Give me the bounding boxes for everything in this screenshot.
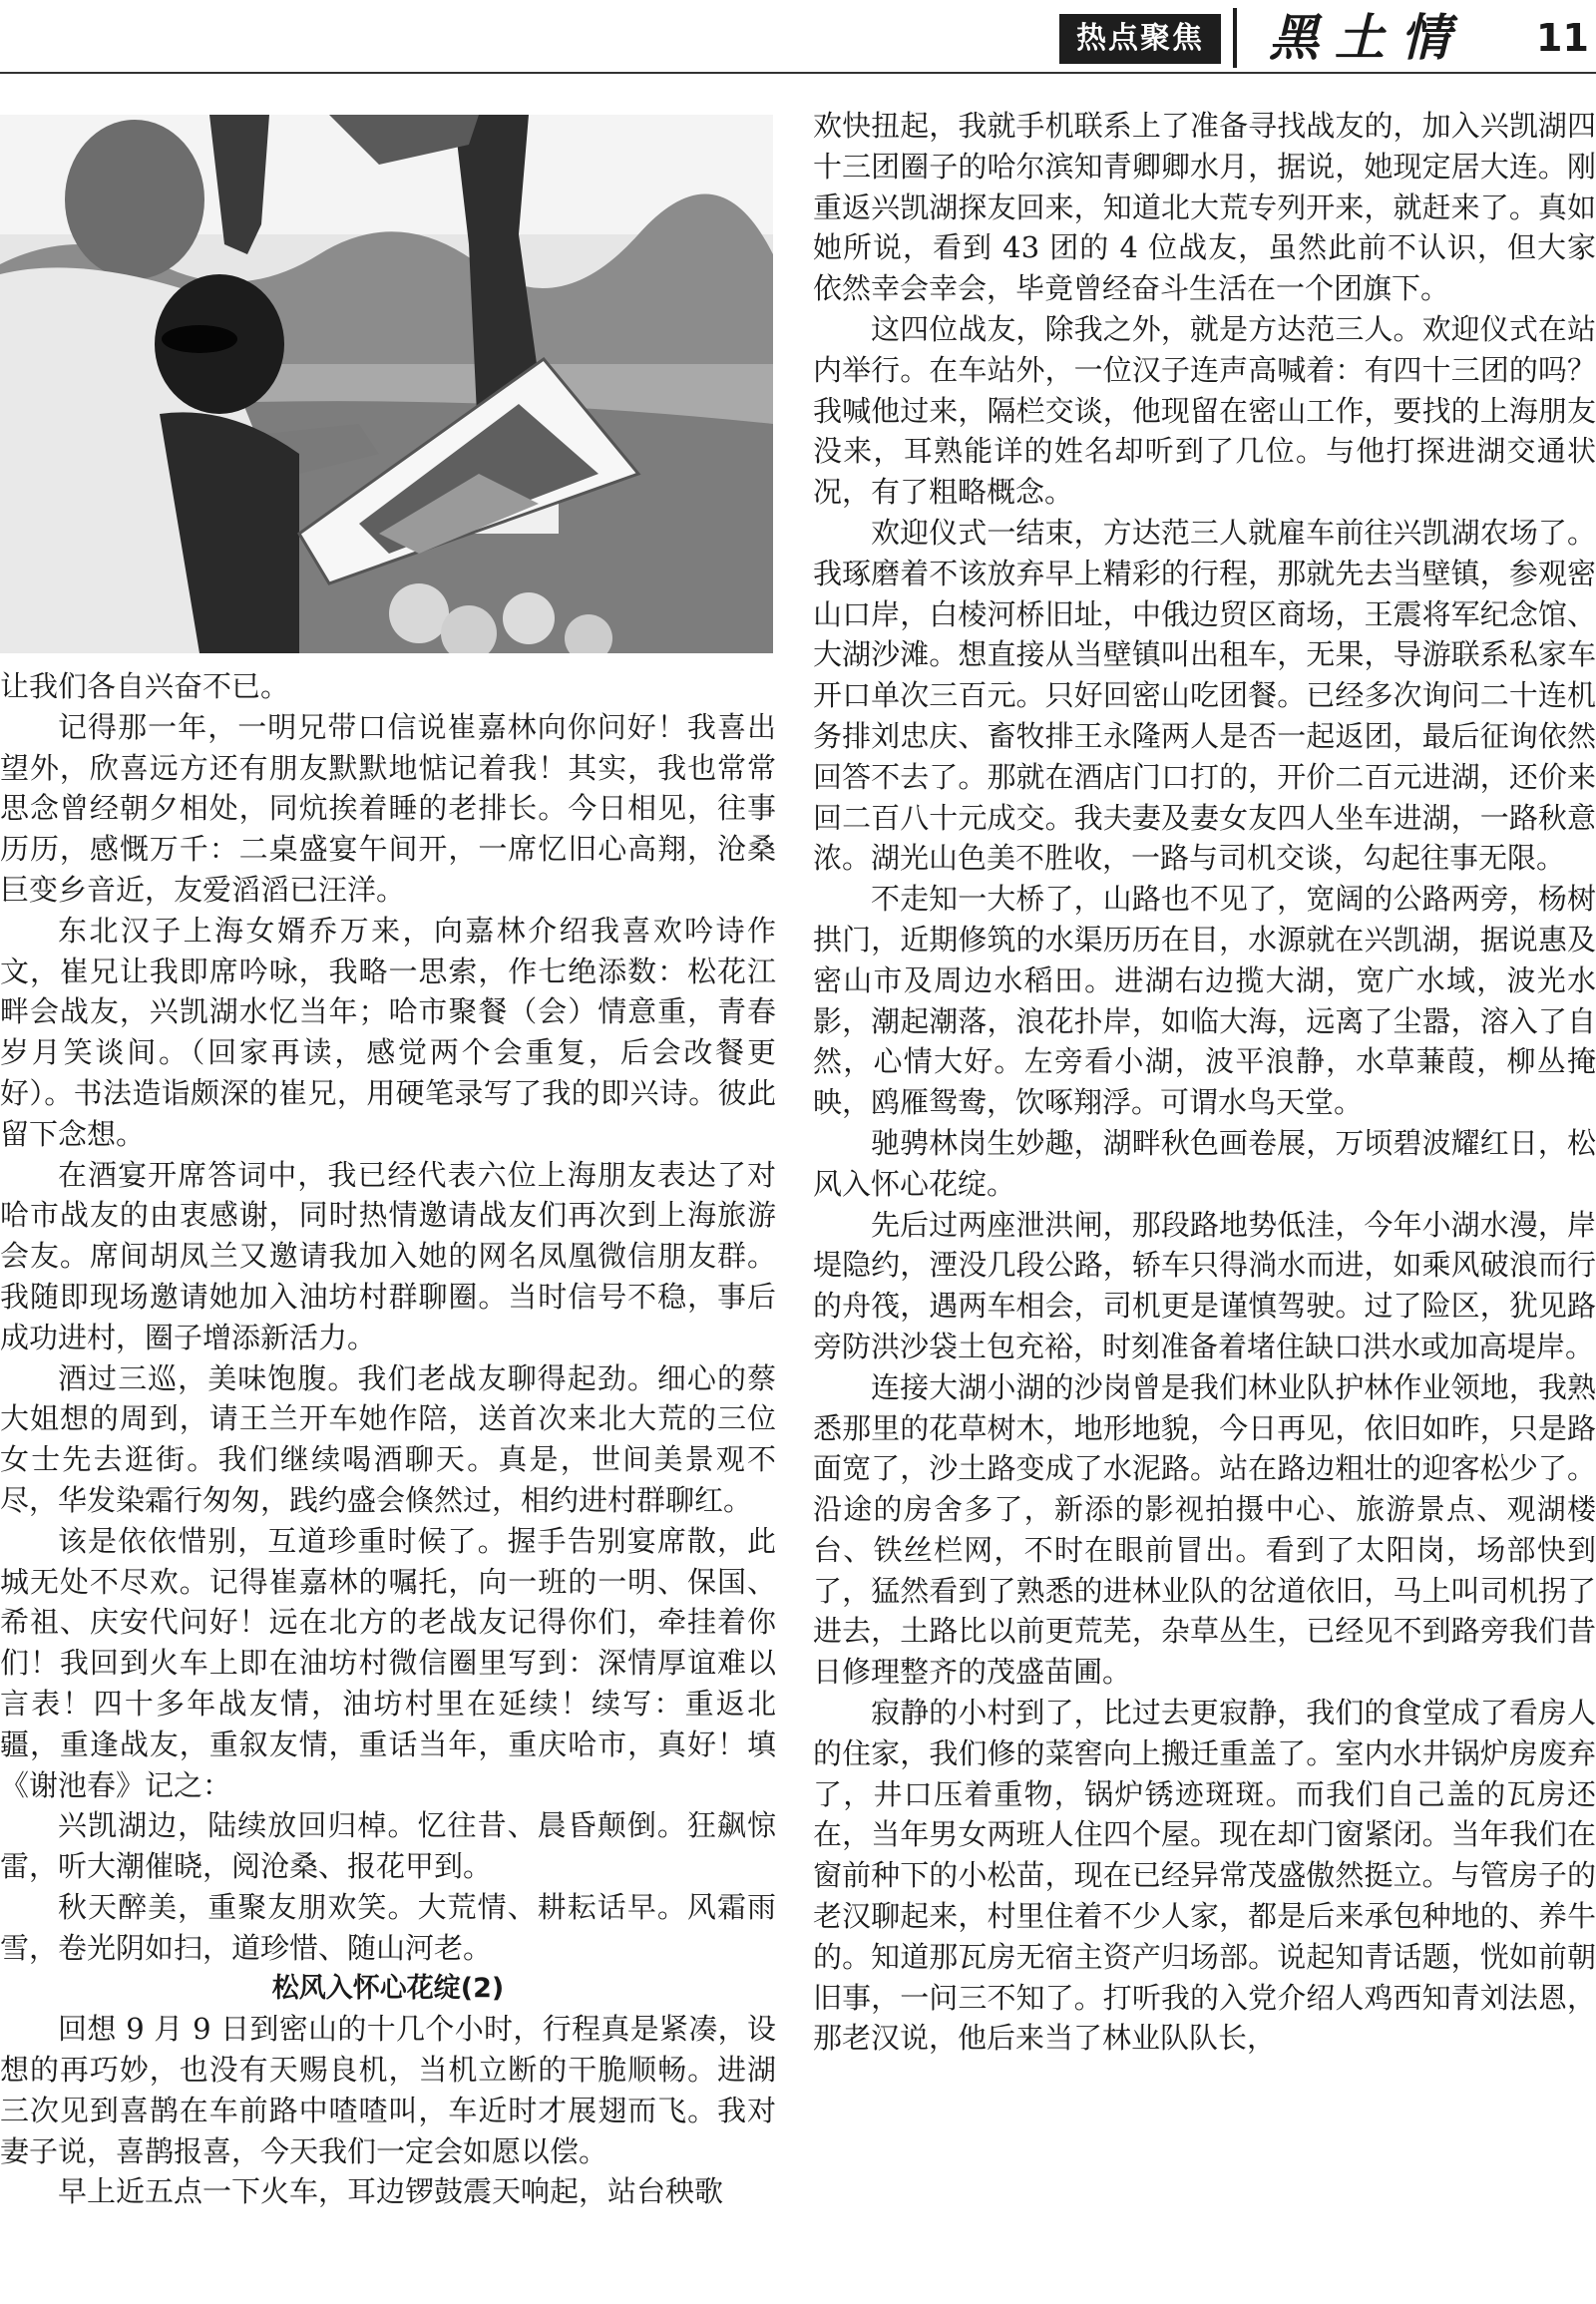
page-header [0,8,1596,68]
paragraph: 早上近五点一下火车，耳边锣鼓震天响起，站台秧歌 [58,2174,724,2209]
paragraph: 先后过两座泄洪闸，那段路地势低洼，今年小湖水漫，岸堤隐约，湮没几段公路，轿车只得淌水而进，如乘风破浪而行的舟筏，遇两车相会，司机更是谨慎驾驶。过了险区，犹见路旁防洪沙袋土包充裕，时刻准备着堵住缺口洪水或加高堤岸。 [813,1207,1596,1363]
section-tag: 热点聚焦 [1059,14,1221,64]
paragraph: 驰骋林岗生妙趣，湖畔秋色画卷展，万顷碧波耀红日，松风入怀心花绽。 [813,1125,1596,1201]
paragraph: 该是依依惜别，互道珍重时候了。握手告别宴席散，此城无处不尽欢。记得崔嘉林的嘱托，向一班的一明、保国、希祖、庆安代问好！远在北方的老战友记得你们，牵挂着你们！我回到火车上即在油坊村微信圈里写到：深情厚谊难以言表！四十多年战友情，油坊村里在延续！续写：重返北疆，重逢战友，重叙友情，重话当年，重庆哈市，真好！填《谢池春》记之： [0,1523,776,1802]
paragraph: 记得那一年，一明兄带口信说崔嘉林向你问好！我喜出望外，欣喜远方还有朋友默默地惦记着我！其实，我也常常思念曾经朝夕相处，同炕挨着睡的老排长。今日相见，往事历历，感慨万千：二桌盛宴午间开，一席忆旧心高翔，沧桑巨变乡音近，友爱滔滔已汪洋。 [0,709,776,907]
paragraph: 这四位战友，除我之外，就是方达范三人。欢迎仪式在站内举行。在车站外，一位汉子连声高喊着：有四十三团的吗？我喊他过来，隔栏交谈，他现留在密山工作，要找的上海朋友没来，耳熟能详的姓名却听到了几位。与他打探进湖交通状况，有了粗略概念。 [813,311,1596,510]
paragraph: 连接大湖小湖的沙岗曾是我们林业队护林作业领地，我熟悉那里的花草树木，地形地貌，今日再见，依旧如昨，只是路面宽了，沙土路变成了水泥路。站在路边粗壮的迎客松少了。沿途的房舍多了，新添的影视拍摄中心、旅游景点、观湖楼台、铁丝栏网，不时在眼前冒出。看到了太阳岗，场部快到了，猛然看到了熟悉的进林业队的岔道依旧，马上叫司机拐了进去，土路比以前更荒芜，杂草丛生，已经见不到路旁我们昔日修理整齐的茂盛苗圃。 [813,1369,1596,1690]
paragraph: 在酒宴开席答词中，我已经代表六位上海朋友表达了对哈市战友的由衷感谢，同时热情邀请战友们再次到上海旅游会友。席间胡凤兰又邀请我加入她的网名凤凰微信朋友群。我随即现场邀请她加入油坊村群聊圈。当时信号不稳，事后成功进村，圈子增添新活力。 [0,1157,776,1354]
paragraph: 让我们各自兴奋不已。 [0,669,290,703]
paragraph: 东北汉子上海女婿乔万来，向嘉林介绍我喜欢吟诗作文，崔兄让我即席吟咏，我略一思索，作七绝添数：松花江畔会战友，兴凯湖水忆当年；哈市聚餐（会）情意重，青春岁月笑谈间。（回家再读，感觉两个会重复，后会改餐更好）。书法造诣颇深的崔兄，用硬笔录写了我的即兴诗。彼此留下念想。 [0,913,776,1151]
paragraph: 回想 9 月 9 日到密山的十几个小时，行程真是紧凑，设想的再巧妙，也没有天赐良机，当机立断的干脆顺畅。进湖三次见到喜鹊在车前路中喳喳叫，车近时才展翅而飞。我对妻子说，喜鹊报喜，今天我们一定会如愿以偿。 [0,2012,776,2168]
paragraph: 兴凯湖边，陆续放回归棹。忆往昔、晨昏颠倒。狂飙惊雷，听大潮催晓，阅沧桑、报花甲到。 [0,1808,776,1884]
section-subheading: 松风入怀心花绽(2) [271,1972,505,2004]
right-text-column [813,106,1596,2059]
header-divider [1233,8,1237,68]
magazine-logo: 黑土情 [1269,8,1466,67]
paragraph: 秋天醉美，重聚友朋欢笑。大荒情、耕耘话早。风霜雨雪，卷光阴如扫，道珍惜、随山河老。 [0,1889,776,1965]
paragraph: 欢迎仪式一结束，方达范三人就雇车前往兴凯湖农场了。我琢磨着不该放弃早上精彩的行程，那就先去当壁镇，参观密山口岸，白棱河桥旧址，中俄边贸区商场，王震将军纪念馆、大湖沙滩。想直接从当壁镇叫出租车，无果，导游联系私家车开口单次三百元。只好回密山吃团餐。已经多次询问二十连机务排刘忠庆、畜牧排王永隆两人是否一起返团，最后征询依然回答不去了。那就在酒店门口打的，开价二百元进湖，还价来回二百八十元成交。我夫妻及妻女友四人坐车进湖，一路秋意浓。湖光山色美不胜收，一路与司机交谈，勾起往事无限。 [813,515,1596,876]
header-rule [0,72,1596,74]
left-text-column [0,666,776,2212]
paragraph: 酒过三巡，美味饱腹。我们老战友聊得起劲。细心的蔡大姐想的周到，请王兰开车她作陪，送首次来北大荒的三位女士先去逛街。我们继续喝酒聊天。真是，世间美景观不尽，华发染霜行匆匆，践约盛会倏然过，相约进村群聊红。 [0,1360,776,1517]
paragraph: 欢快扭起，我就手机联系上了准备寻找战友的，加入兴凯湖四十三团圈子的哈尔滨知青卿卿水月，据说，她现定居大连。刚重返兴凯湖探友回来，知道北大荒专列开来，就赶来了。真如她所说，看到 43 团的 4 位战友，虽然此前不认识，但大家依然幸会幸会，毕竟曾经奋斗生活在一个团旗下。 [813,109,1596,306]
photo-two-people-painting-outdoors-icon [0,115,773,653]
page-number: 11 [1536,16,1589,60]
paragraph: 寂静的小村到了，比过去更寂静，我们的食堂成了看房人的住家，我们修的菜窖向上搬迁重盖了。室内水井锅炉房废弃了，井口压着重物，锅炉锈迹斑斑。而我们自己盖的瓦房还在，当年男女两班人住四个屋。现在却门窗紧闭。当年我们在窗前种下的小松苗，现在已经异常茂盛傲然挺立。与管房子的老汉聊起来，村里住着不少人家，都是后来承包种地的、养牛的。知道那瓦房无宿主资产归场部。说起知青话题，恍如前朝旧事，一问三不知了。打听我的入党介绍人鸡西知青刘法恩，那老汉说，他后来当了林业队队长， [813,1696,1596,2056]
paragraph: 不走知一大桥了，山路也不见了，宽阔的公路两旁，杨树拱门，近期修筑的水渠历历在目，水源就在兴凯湖，据说惠及密山市及周边水稻田。进湖右边揽大湖，宽广水域，波光水影，潮起潮落，浪花扑岸，如临大海，远离了尘嚣，溶入了自然，心情大好。左旁看小湖，波平浪静，水草蒹葭，柳丛掩映，鸥雁鸳鸯，饮啄翔浮。可谓水鸟天堂。 [813,882,1596,1120]
